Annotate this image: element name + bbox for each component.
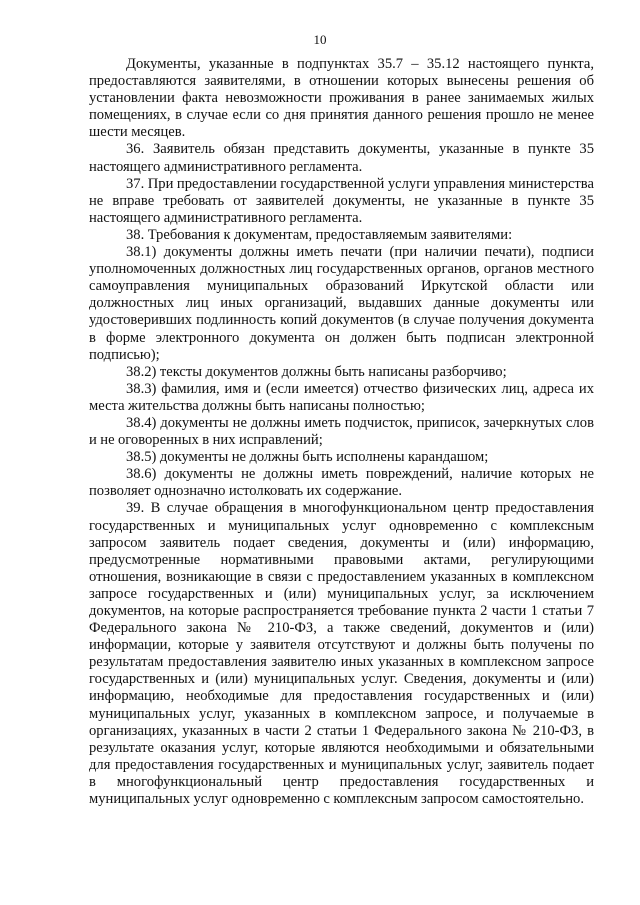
paragraph-38-3: 38.3) фамилия, имя и (если имеется) отчество физических лиц, адреса их места жительства должны быть написаны полностью; xyxy=(89,380,594,414)
paragraph-36: 36. Заявитель обязан представить документы, указанные в пункте 35 настоящего административного регламента. xyxy=(89,141,594,175)
paragraph-docs-35-7-35-12: Документы, указанные в подпунктах 35.7 – 35.12 настоящего пункта, предоставляются заявителями, в отношении которых вынесены решения об установлении факта невозможности проживания в ранее занимаемых жилых помещениях, в случае если со дня принятия данного решения прошло не менее шести месяцев. xyxy=(89,56,594,141)
paragraph-38-1: 38.1) документы должны иметь печати (при наличии печати), подписи уполномоченных должностных лиц государственных органов, органов местного самоуправления муниципальных образований Иркутской области или должностных лиц иных организаций, выдавших данные документы или удостоверивших подлинность копий документов (в случае получения документа в форме электронного документа он должен быть подписан электронной подписью); xyxy=(89,244,594,363)
paragraph-38-4: 38.4) документы не должны иметь подчисток, приписок, зачеркнутых слов и не оговоренных в них исправлений; xyxy=(89,414,594,449)
paragraph-38: 38. Требования к документам, предоставляемым заявителями: xyxy=(126,226,513,243)
paragraph-38-5: 38.5) документы не должны быть исполнены карандашом; xyxy=(126,449,489,466)
paragraph-38-6: 38.6) документы не должны иметь повреждений, наличие которых не позволяет однозначно истолковать их содержание. xyxy=(89,466,594,500)
paragraph-38-2: 38.2) тексты документов должны быть написаны разборчиво; xyxy=(126,363,507,380)
paragraph-37: 37. При предоставлении государственной услуги управления министерства не вправе требовать от заявителей документы, не указанные в пункте 35 настоящего административного регламента. xyxy=(89,175,594,226)
page-number: 10 xyxy=(313,32,327,47)
document-body xyxy=(89,56,594,808)
paragraph-39: 39. В случае обращения в многофункциональном центр предоставления государственных и муниципальных услуг одновременно с комплексным запросом заявитель подает сведения, документы и (или) информацию, предусмотренные нормативными правовыми актами, регулирующими отношения, возникающие в связи с предоставлением указанных в комплексном запросе государственных и (или) муниципальных услуг, за исключением документов, на которые распространяется требование пункта 2 части 1 статьи 7 Федерального закона № 210-ФЗ, а также сведений, документов и (или) информации, которые у заявителя отсутствуют и должны быть получены по результатам предоставления заявителю иных указанных в комплексном запросе государственных и (или) муниципальных услуг. Сведения, документы и (или) информацию, необходимые для предоставления государственных и (или) муниципальных услуг, указанных в комплексном запросе, и получаемые в организациях, указанных в части 2 статьи 1 Федерального закона № 210-ФЗ, в результате оказания услуг, которые являются необходимыми и обязательными для предоставления государственных и муниципальных услуг, заявитель подает в многофункциональный центр предоставления государственных и муниципальных услуг одновременно с комплексным запросом самостоятельно. xyxy=(89,500,594,808)
